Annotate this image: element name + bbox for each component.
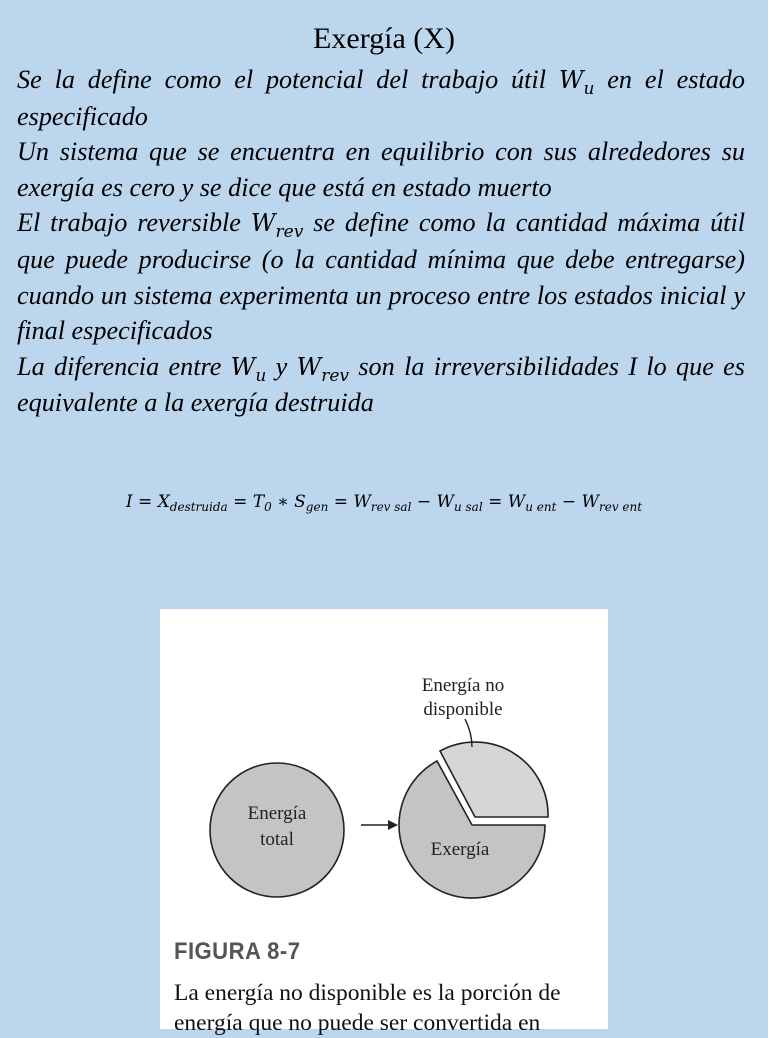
paragraph-dead-state: Un sistema que se encuentra en equilibrio con sus alrededores su exergía es cero y se dice que está en estado muerto: [17, 137, 745, 202]
paragraph-definition: [17, 62, 745, 134]
slide-title: Exergía (X): [313, 22, 455, 55]
unavailable-label-line2: disponible: [423, 699, 503, 720]
symbol-w-rev: $W_{rev}$: [250, 209, 304, 243]
paragraph-text: La diferencia entre: [17, 351, 231, 381]
paragraph-text: El trabajo reversible: [17, 208, 251, 238]
arrow-icon: [361, 820, 398, 830]
figure-caption: La energía no disponible es la porción de energía que no puede ser convertida en: [174, 980, 561, 1036]
paragraph-text: se define como la cantidad máxima útil que puede producirse (o la cantidad mínima que debe entregarse) cuando un sistema experimenta un proceso entre los estados inicial y final especificados: [17, 208, 745, 346]
symbol-w-u: $W_u$: [558, 66, 595, 99]
unavailable-label-line1: Energía no: [421, 675, 505, 696]
exergy-label: Exergía: [430, 839, 490, 860]
symbol-w-rev: $W_{rev}$: [296, 352, 350, 386]
body-text: [17, 62, 745, 421]
paragraph-text: y: [266, 351, 297, 381]
figure-panel: [160, 609, 608, 1029]
figure-heading: FIGURA 8-7: [174, 938, 301, 965]
irreversibility-formula: $I = X_{destruida} = T_0$ ∗ $S_{gen} = W_{rev sal} - W_{u sal} = W_{u ent} - W_{rev ent}$: [125, 492, 643, 514]
paragraph-text: Se la define como el potencial del trabajo útil: [17, 65, 559, 94]
total-energy-label-line1: Energía: [247, 803, 307, 824]
paragraph-irreversibility: [17, 349, 745, 421]
paragraph-reversible-work: [17, 205, 745, 348]
total-energy-label-line2: total: [260, 829, 294, 850]
paragraph-text: en el estado especificado: [17, 65, 745, 131]
paragraph-text: son la irreversibilidades I lo que es equivalente a la exergía destruida: [17, 351, 746, 418]
symbol-w-u: $W_u$: [230, 352, 267, 386]
